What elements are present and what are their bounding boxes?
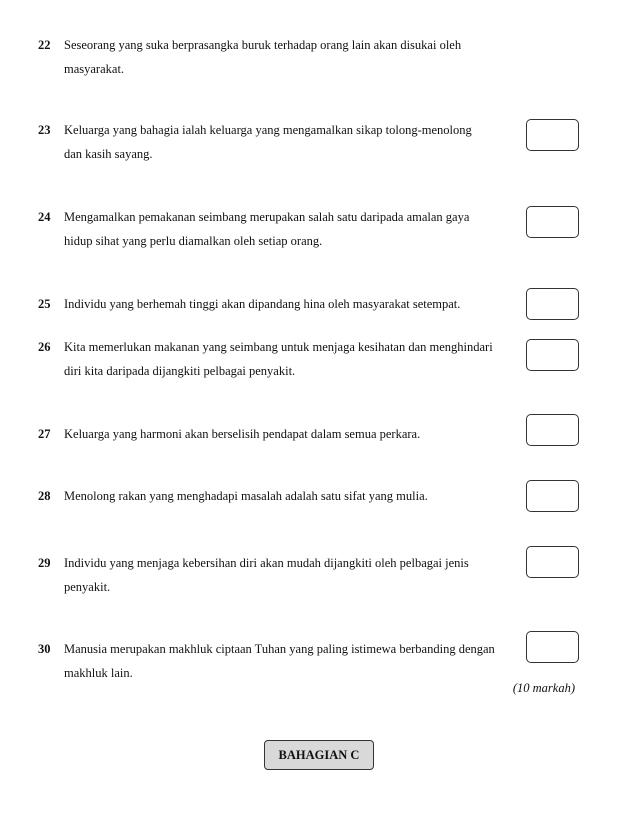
answer-box[interactable] xyxy=(526,414,579,446)
marks-label: (10 markah) xyxy=(512,681,575,695)
question-text: Menolong rakan yang menghadapi masalah adalah satu sifat yang mulia. xyxy=(64,489,428,503)
question-text: Mengamalkan pemakanan seimbang merupakan salah satu daripada amalan gaya hidup sihat yang perlu diamalkan oleh setiap orang. xyxy=(64,210,470,248)
answer-box[interactable] xyxy=(526,631,579,663)
question-number: 27 xyxy=(38,427,51,441)
question-text: Individu yang menjaga kebersihan diri akan mudah dijangkiti oleh pelbagai jenis penyakit. xyxy=(64,556,469,594)
answer-box[interactable] xyxy=(526,480,579,512)
question-text: Seseorang yang suka berprasangka buruk terhadap orang lain akan disukai oleh masyarakat. xyxy=(64,38,462,76)
answer-box[interactable] xyxy=(526,339,579,371)
answer-box[interactable] xyxy=(526,206,579,238)
question-number: 24 xyxy=(38,210,51,224)
question-number: 29 xyxy=(38,556,51,570)
question-number: 22 xyxy=(38,38,51,52)
question-text: Kita memerlukan makanan yang seimbang untuk menjaga kesihatan dan menghindari diri kita daripada dijangkiti pelbagai penyakit. xyxy=(64,340,493,378)
section-title: BAHAGIAN C xyxy=(264,740,374,770)
question-number: 26 xyxy=(38,340,51,354)
question-number: 23 xyxy=(38,123,51,137)
question-text: Individu yang berhemah tinggi akan dipandang hina oleh masyarakat setempat. xyxy=(64,297,461,311)
question-number: 25 xyxy=(38,297,51,311)
answer-box[interactable] xyxy=(526,288,579,320)
question-text: Keluarga yang bahagia ialah keluarga yang mengamalkan sikap tolong-menolong dan kasih sayang. xyxy=(64,123,472,161)
answer-box[interactable] xyxy=(526,546,579,578)
question-text: Manusia merupakan makhluk ciptaan Tuhan yang paling istimewa berbanding dengan makhluk lain. xyxy=(64,642,495,680)
question-number: 30 xyxy=(38,642,51,656)
question-text: Keluarga yang harmoni akan berselisih pendapat dalam semua perkara. xyxy=(64,427,421,441)
question-number: 28 xyxy=(38,489,51,503)
answer-box[interactable] xyxy=(526,119,579,151)
